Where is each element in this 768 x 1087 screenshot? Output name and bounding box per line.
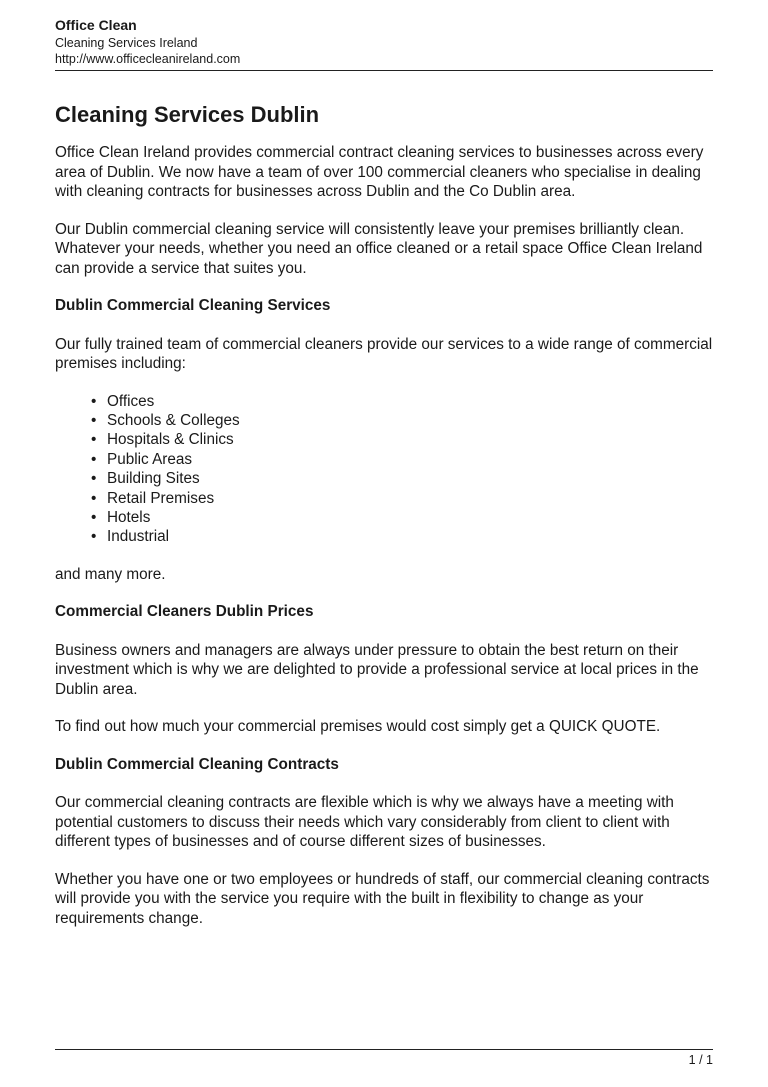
list-item [91,469,715,488]
header-title: Office Clean [55,17,137,33]
intro-paragraph-2: Our Dublin commercial cleaning service will consistently leave your premises brilliantly clean. Whatever your needs, whether you need an office cleaned or a retail space Office Clean Ireland can provide a service that suites you. [55,220,703,277]
list-item [91,527,715,546]
list-item-label: Building Sites [107,470,200,488]
header-subtitle: Cleaning Services Ireland [55,36,198,50]
list-item [91,508,715,527]
bullet-icon: • [91,528,97,546]
bullet-icon: • [91,450,97,468]
list-item-label: Public Areas [107,450,193,468]
bullet-icon: • [91,508,97,526]
section-heading-prices: Commercial Cleaners Dublin Prices [55,603,314,621]
list-item [91,450,715,469]
bullet-icon: • [91,470,97,488]
article-title: Cleaning Services Dublin [55,102,320,127]
list-item-label: Hospitals & Clinics [107,431,234,449]
intro-paragraph-1: Office Clean Ireland provides commercial contract cleaning services to businesses across every area of Dublin. We now have a team of over 100 commercial cleaners who specialise in dealing with cleaning contracts for businesses across Dublin and the Co Dublin area. [55,144,704,200]
premises-list [55,392,715,547]
page-number: 1 / 1 [688,1053,713,1067]
list-item-label: Retail Premises [107,489,215,507]
list-item [91,430,715,449]
bullet-icon: • [91,411,97,429]
footer-divider [55,1049,713,1050]
list-item [91,489,715,508]
header-divider [55,70,713,71]
list-item-label: Offices [107,392,155,410]
article-body [55,100,715,946]
bullet-icon: • [91,489,97,507]
services-paragraph: Our fully trained team of commercial cleaners provide our services to a wide range of commercial premises including: [55,335,713,372]
contracts-paragraph-1: Our commercial cleaning contracts are flexible which is why we always have a meeting with potential customers to discuss their needs which vary considerably from client to client with different types of businesses and of course different sizes of businesses. [55,794,674,851]
list-item-label: Hotels [107,508,151,526]
more-premises-text: and many more. [55,565,166,583]
prices-paragraph-2: To find out how much your commercial premises would cost simply get a QUICK QUOTE. [55,718,661,736]
header-url: http://www.officecleanireland.com [55,52,241,66]
list-item [91,411,715,430]
section-heading-services: Dublin Commercial Cleaning Services [55,297,331,314]
section-heading-contracts: Dublin Commercial Cleaning Contracts [55,755,339,773]
contracts-paragraph-2: Whether you have one or two employees or hundreds of staff, our commercial cleaning contracts will provide you with the service you require with the built in flexibility to change as your requirements change. [55,870,710,927]
list-item [91,392,715,411]
list-item-label: Schools & Colleges [107,411,240,429]
bullet-icon: • [91,392,97,410]
prices-paragraph-1: Business owners and managers are always under pressure to obtain the best return on their investment which is why we are delighted to provide a professional service at local prices in the Dublin area. [55,641,699,698]
list-item-label: Industrial [107,528,170,546]
bullet-icon: • [91,431,97,449]
